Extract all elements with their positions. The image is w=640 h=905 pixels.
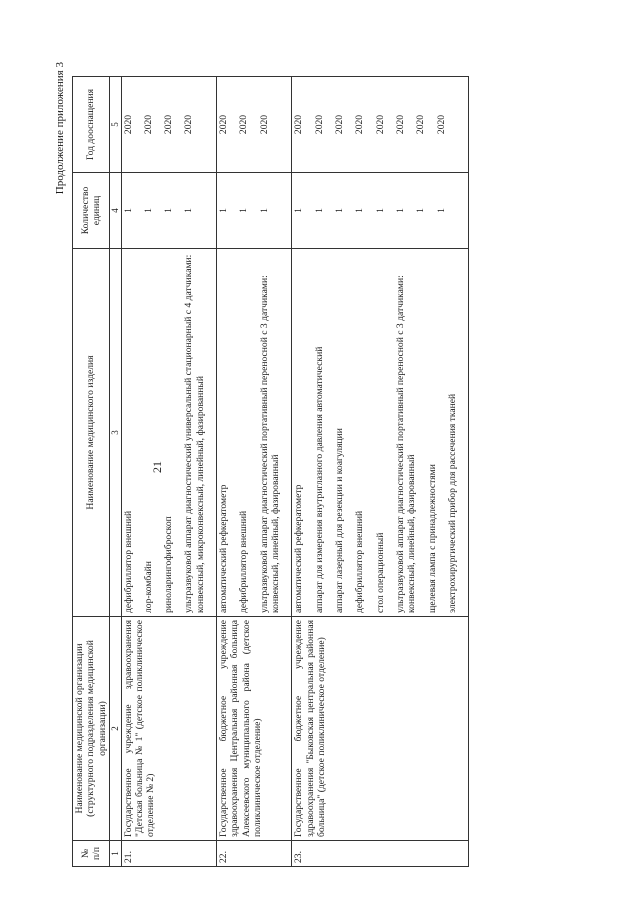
header-device: Наименование медицинского изделия bbox=[73, 249, 110, 617]
device-year: 2020 bbox=[415, 114, 427, 135]
header-year: Год дооснащения bbox=[73, 77, 110, 173]
device-name: аппарат лазерный для резекции и коагуляции bbox=[333, 428, 345, 613]
device-quantity: 1 bbox=[394, 208, 406, 213]
device-quantity: 1 bbox=[122, 208, 134, 213]
device-name: стол операционный bbox=[374, 532, 386, 613]
column-number-row bbox=[109, 77, 121, 867]
device-name: щелевая лампа с принадлежностями bbox=[426, 464, 438, 613]
device-name: ультразвуковой аппарат диагностический универсальный стационарный с 4 датчиками: конвексный, микроконвексный, линейный, фазированный bbox=[183, 254, 206, 613]
device-year: 2020 bbox=[183, 114, 195, 135]
device-name: ультразвуковой аппарат диагностический портативный переносной с 3 датчиками: конвексный, линейный, фазированный bbox=[258, 275, 282, 613]
device-year: 2020 bbox=[122, 114, 134, 135]
device-name: ультразвуковой аппарат диагностический портативный переносной с 3 датчиками: конвексный, линейный, фазированный bbox=[394, 275, 418, 613]
continuation-label: Продолжение приложения 3 bbox=[54, 62, 66, 195]
device-year: 2020 bbox=[258, 114, 270, 135]
device-name: автоматический рефкератометр bbox=[293, 484, 305, 613]
table-row bbox=[121, 77, 217, 867]
device-name: аппарат для измерения внутриглазного давления автоматический bbox=[313, 346, 325, 613]
device-year: 2020 bbox=[238, 114, 250, 135]
device-quantity: 1 bbox=[163, 208, 175, 213]
organization-name: Государственное бюджетное учреждение здравоохранения Центральная районная больница Алексеевского муниципального района (детское поликлиническое отделение) bbox=[217, 617, 292, 841]
device-quantity: 1 bbox=[435, 208, 447, 213]
column-number: 3 bbox=[109, 249, 121, 617]
header-row bbox=[73, 77, 110, 867]
header-number: № п/п bbox=[73, 841, 110, 867]
device-quantity: 1 bbox=[415, 208, 427, 213]
device-year: 2020 bbox=[333, 114, 345, 135]
row-number: 21. bbox=[121, 841, 217, 867]
device-year: 2020 bbox=[435, 114, 447, 135]
device-year: 2020 bbox=[293, 114, 305, 135]
device-quantity: 1 bbox=[313, 208, 325, 213]
year-list bbox=[292, 77, 469, 173]
quantity-list bbox=[121, 173, 217, 249]
table-row bbox=[292, 77, 469, 867]
device-quantity: 1 bbox=[218, 208, 230, 213]
device-year: 2020 bbox=[354, 114, 366, 135]
header-organization: Наименование медицинской организации (структурного подразделения медицинской организации) bbox=[73, 617, 110, 841]
equipment-table bbox=[72, 76, 469, 867]
quantity-list bbox=[292, 173, 469, 249]
device-name: риноларингофиброскоп bbox=[163, 516, 175, 613]
device-quantity: 1 bbox=[258, 208, 270, 213]
device-name: дефибриллятор внешний bbox=[122, 510, 134, 613]
device-year: 2020 bbox=[218, 114, 230, 135]
year-list bbox=[121, 77, 217, 173]
device-quantity: 1 bbox=[238, 208, 250, 213]
device-quantity: 1 bbox=[374, 208, 386, 213]
device-quantity: 1 bbox=[183, 208, 195, 213]
organization-name: Государственное бюджетное учреждение здравоохранения "Быковская центральная районная больница" (детское поликлиническое отделение) bbox=[292, 617, 469, 841]
row-number: 23. bbox=[292, 841, 469, 867]
column-number: 2 bbox=[109, 617, 121, 841]
device-year: 2020 bbox=[142, 114, 154, 135]
page-number: 21 bbox=[150, 461, 164, 473]
device-year: 2020 bbox=[313, 114, 325, 135]
device-quantity: 1 bbox=[333, 208, 345, 213]
device-name: лор-комбайн bbox=[142, 561, 154, 613]
device-year: 2020 bbox=[394, 114, 406, 135]
device-year: 2020 bbox=[374, 114, 386, 135]
year-list bbox=[217, 77, 292, 173]
quantity-list bbox=[217, 173, 292, 249]
header-quantity: Количество единиц bbox=[73, 173, 110, 249]
device-quantity: 1 bbox=[293, 208, 305, 213]
column-number: 1 bbox=[109, 841, 121, 867]
device-name: электрохирургический прибор для рассечения тканей bbox=[446, 393, 458, 613]
device-list bbox=[121, 249, 217, 617]
device-name: дефибриллятор внешний bbox=[238, 510, 250, 613]
device-year: 2020 bbox=[163, 114, 175, 135]
row-number: 22. bbox=[217, 841, 292, 867]
device-name: автоматический рефкератометр bbox=[218, 484, 230, 613]
table-row bbox=[217, 77, 292, 867]
device-quantity: 1 bbox=[354, 208, 366, 213]
organization-name: Государственное учреждение здравоохранения "Детская больница № 1" (детское поликлиническое отделение № 2) bbox=[121, 617, 217, 841]
device-list bbox=[217, 249, 292, 617]
device-quantity: 1 bbox=[142, 208, 154, 213]
column-number: 4 bbox=[109, 173, 121, 249]
device-list bbox=[292, 249, 469, 617]
column-number: 5 bbox=[109, 77, 121, 173]
device-name: дефибриллятор внешний bbox=[354, 510, 366, 613]
